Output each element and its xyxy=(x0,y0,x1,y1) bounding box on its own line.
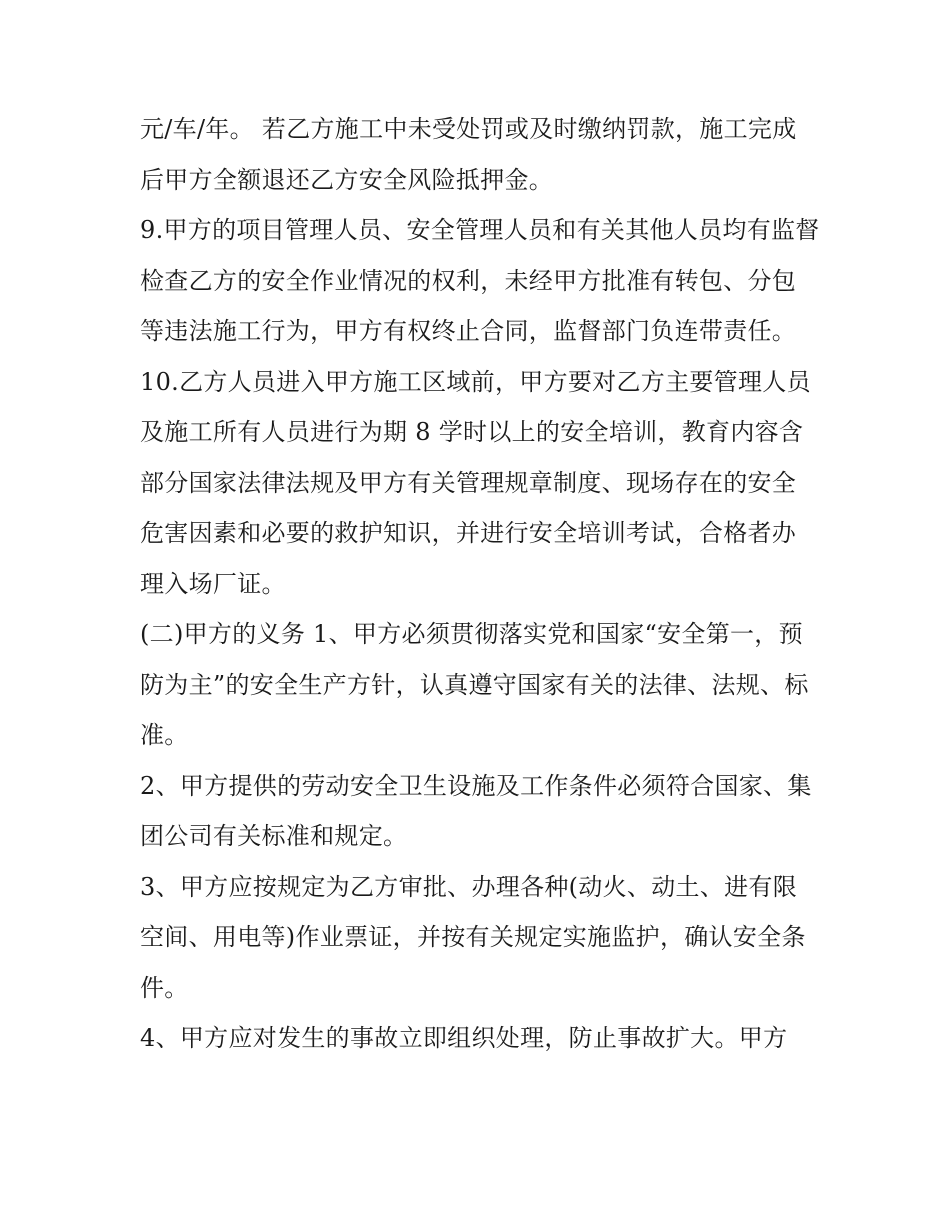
paragraph-party-a-obligation-4: 4、甲方应对发生的事故立即组织处理，防止事故扩大。甲方 xyxy=(140,1024,788,1052)
document-page xyxy=(140,104,820,1064)
paragraph-clause-10: 10.乙方人员进入甲方施工区域前，甲方要对乙方主要管理人员及施工所有人员进行为期 8 学时以上的安全培训，教育内容含部分国家法律法规及甲方有关管理规章制度、现场存在的安全危害因素和必要的救护知识，并进行安全培训考试，合格者办理入场厂证。 xyxy=(140,367,811,598)
paragraph-party-a-obligation-1: (二)甲方的义务 1、甲方必须贯彻落实党和国家“安全第一，预防为主”的安全生产方针，认真遵守国家有关的法律、法规、标准。 xyxy=(140,620,809,749)
paragraph-deposit-refund: 元/车/年。 若乙方施工中未受处罚或及时缴纳罚款，施工完成后甲方全额退还乙方安全风险抵押金。 xyxy=(140,115,797,194)
paragraph-clause-9: 9.甲方的项目管理人员、安全管理人员和有关其他人员均有监督检查乙方的安全作业情况的权利，未经甲方批准有转包、分包等违法施工行为，甲方有权终止合同，监督部门负连带责任。 xyxy=(140,216,820,345)
paragraph-party-a-obligation-3: 3、甲方应按规定为乙方审批、办理各种(动火、动土、进有限空间、用电等)作业票证，并按有关规定实施监护，确认安全条件。 xyxy=(140,872,806,1002)
paragraph-party-a-obligation-2: 2、甲方提供的劳动安全卫生设施及工作条件必须符合国家、集团公司有关标准和规定。 xyxy=(140,771,812,850)
